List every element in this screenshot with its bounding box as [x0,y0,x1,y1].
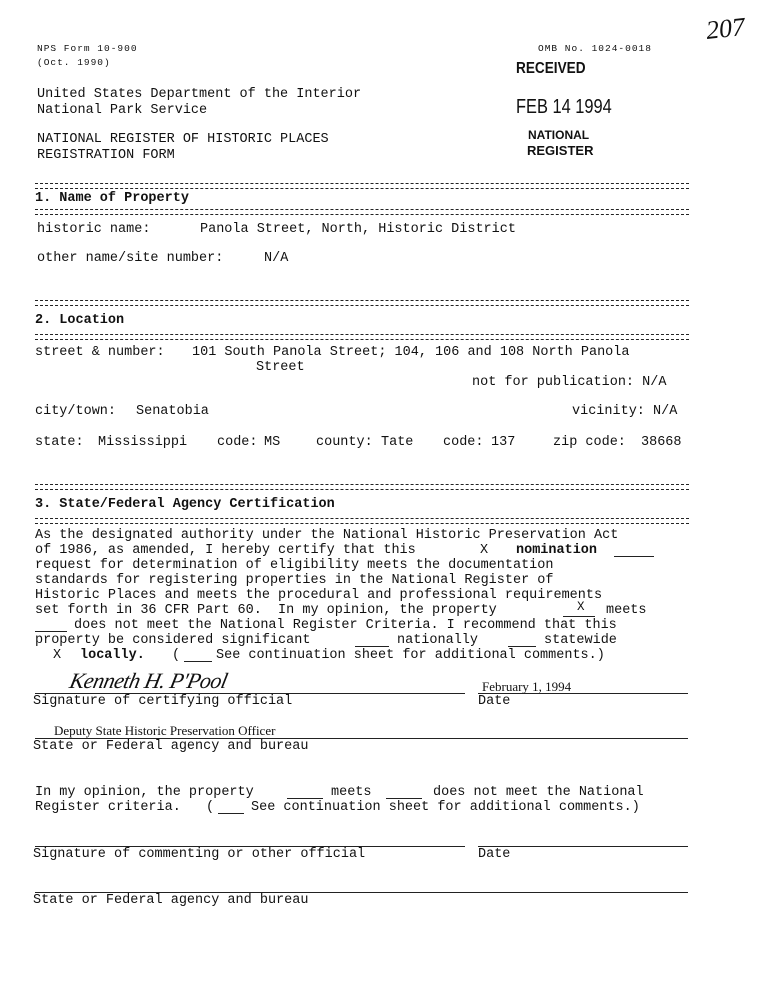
opinion-meets-blank [287,798,323,799]
opinion-text-d: Register criteria. [35,800,181,815]
zip-value: 38668 [641,435,682,450]
vicinity: vicinity: N/A [572,404,678,419]
opinion-continuation-blank [218,813,244,814]
opinion-text-a: In my opinion, the property [35,785,254,800]
section-divider [35,209,689,215]
city-value: Senatobia [136,404,209,419]
form-id: NPS Form 10-900 [37,43,138,54]
signature-image: Kenneth H. P'Pool [67,668,230,693]
locally-label: locally. [80,648,145,663]
comment-agency-label: State or Federal agency and bureau [33,893,309,908]
agency-label: State or Federal agency and bureau [33,739,309,754]
locally-mark: X [53,648,62,663]
cert-line-1: As the designated authority under the National Historic Preservation Act [35,528,619,543]
agency-line-1: United States Department of the Interior [37,87,362,102]
state-code-value: MS [264,435,281,450]
cert-line-4: standards for registering properties in the National Register of [35,573,554,588]
section-divider [35,518,689,524]
omb-number: OMB No. 1024-0018 [538,43,652,54]
stamp-national: NATIONAL [528,128,590,142]
cert-line-9: See continuation sheet for additional comments.) [216,648,605,663]
other-name-value: N/A [264,251,289,266]
meets-label: meets [606,603,647,618]
section-divider [35,334,689,340]
comment-signature-label: Signature of commenting or other official [33,847,366,862]
nationally-label: nationally [397,633,479,648]
does-not-meet-blank [35,631,67,632]
date-label: Date [478,694,511,709]
opinion-meets: meets [331,785,372,800]
form-title-line-1: NATIONAL REGISTER OF HISTORIC PLACES [37,132,329,147]
street-value: 101 South Panola Street; 104, 106 and 108 North Panola [192,345,630,360]
state-code-label: code: [217,435,258,450]
comment-date-label: Date [478,847,511,862]
state-value: Mississippi [98,435,188,450]
section-3-title: 3. State/Federal Agency Certification [35,497,335,512]
meets-blank [563,616,595,617]
handwritten-number: 207 [704,12,747,45]
agency-value: Deputy State Historic Preservation Officer [54,723,276,738]
cert-line-3: request for determination of eligibility meets the documentation [35,558,554,573]
continuation-blank [184,661,212,662]
other-name-label: other name/site number: [37,251,224,266]
cert-line-2: of 1986, as amended, I hereby certify that this [35,543,416,558]
stamp-received: RECEIVED [516,60,586,77]
county-code-value: 137 [491,435,516,450]
signature-label: Signature of certifying official [33,694,293,709]
nomination-label: nomination [516,543,598,558]
not-for-publication: not for publication: N/A [472,375,667,390]
county-label: county: [316,435,373,450]
section-divider [35,183,689,189]
section-divider [35,300,689,306]
date-value: February 1, 1994 [482,679,572,694]
historic-name-label: historic name: [37,222,151,237]
county-value: Tate [381,435,414,450]
section-divider [35,484,689,490]
nationally-blank [355,646,389,647]
opinion-text-e: See continuation sheet for additional comments.) [251,800,640,815]
meets-mark: X [577,600,585,614]
opinion-text-c: does not meet the National [433,785,644,800]
form-date: (Oct. 1990) [37,57,111,68]
agency-line-2: National Park Service [37,103,208,118]
cert-line-7: does not meet the National Register Criteria. I recommend that this [74,618,617,633]
request-blank [614,556,654,557]
section-2-title: 2. Location [35,313,125,328]
cert-line-5: Historic Places and meets the procedural and professional requirements [35,588,603,603]
street-label: street & number: [35,345,165,360]
stamp-register: REGISTER [527,143,594,158]
county-code-label: code: [443,435,484,450]
section-1-title: 1. Name of Property [35,191,189,206]
street-value-continued: Street [256,360,305,375]
city-label: city/town: [35,404,117,419]
cert-line-6: set forth in 36 CFR Part 60. In my opinion, the property [35,603,497,618]
cert-line-8: property be considered significant [35,633,311,648]
stamp-date: FEB 14 1994 [516,96,612,118]
statewide-label: statewide [544,633,617,648]
form-title-line-2: REGISTRATION FORM [37,148,175,163]
nomination-mark: X [480,543,489,558]
state-label: state: [35,435,84,450]
opinion-does-not-meet-blank [386,798,422,799]
zip-label: zip code: [553,435,626,450]
historic-name-value: Panola Street, North, Historic District [200,222,516,237]
statewide-blank [508,646,536,647]
